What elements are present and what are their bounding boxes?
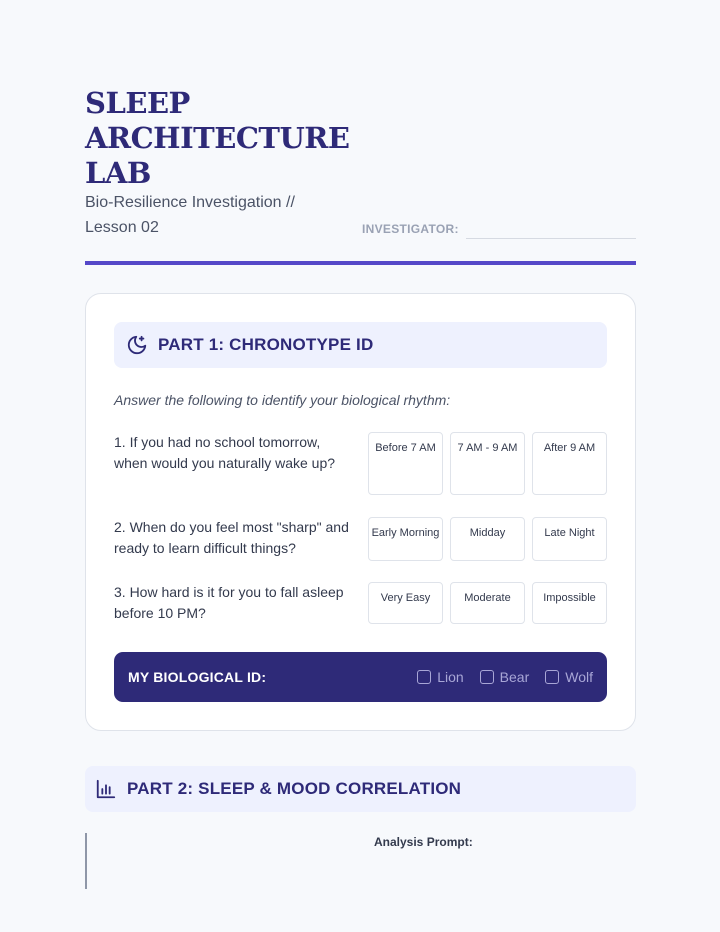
choice-lion[interactable] [417, 669, 463, 685]
q3-option-impossible[interactable]: Impossible [532, 582, 607, 624]
header-divider [85, 261, 636, 265]
moon-icon [126, 334, 148, 356]
part2-header [85, 766, 636, 812]
q2-option-early-morning[interactable]: Early Morning [368, 517, 443, 561]
analysis-quote-bar [85, 833, 87, 889]
part1-title: PART 1: CHRONOTYPE ID [158, 335, 374, 354]
question-3: 3. How hard is it for you to fall asleep before 10 PM? [114, 584, 344, 621]
lion-checkbox[interactable] [417, 670, 431, 684]
page-subtitle: Bio-Resilience Investigation // Lesson 02 [85, 194, 295, 236]
investigator-label: INVESTIGATOR: [362, 222, 459, 236]
page-title: SLEEP ARCHITECTURE LAB [85, 86, 350, 190]
q1-option-7-9am[interactable]: 7 AM - 9 AM [450, 432, 525, 495]
biological-id-label: MY BIOLOGICAL ID: [128, 669, 267, 685]
choice-lion-label: Lion [437, 669, 464, 685]
part1-header [114, 322, 607, 368]
q2-option-late-night[interactable]: Late Night [532, 517, 607, 561]
q3-option-moderate[interactable]: Moderate [450, 582, 525, 624]
biological-id-bar [114, 652, 607, 702]
choice-wolf[interactable] [545, 669, 593, 685]
choice-bear[interactable] [480, 669, 530, 685]
question-2: 2. When do you feel most "sharp" and ready to learn difficult things? [114, 519, 349, 556]
biological-id-choices [417, 669, 593, 685]
q2-option-midday[interactable]: Midday [450, 517, 525, 561]
part1-card [85, 293, 636, 731]
choice-bear-label: Bear [499, 669, 530, 685]
bear-checkbox[interactable] [480, 670, 494, 684]
wolf-checkbox[interactable] [545, 670, 559, 684]
part1-instructions: Answer the following to identify your biological rhythm: [114, 392, 451, 408]
bar-chart-icon [95, 778, 117, 800]
analysis-prompt-label: Analysis Prompt: [374, 835, 473, 849]
q1-option-after-9am[interactable]: After 9 AM [532, 432, 607, 495]
investigator-name-field[interactable] [466, 238, 636, 239]
choice-wolf-label: Wolf [565, 669, 593, 685]
question-1: 1. If you had no school tomorrow, when would you naturally wake up? [114, 434, 336, 471]
q3-option-very-easy[interactable]: Very Easy [368, 582, 443, 624]
q1-option-before-7am[interactable]: Before 7 AM [368, 432, 443, 495]
part2-title: PART 2: SLEEP & MOOD CORRELATION [127, 779, 462, 798]
